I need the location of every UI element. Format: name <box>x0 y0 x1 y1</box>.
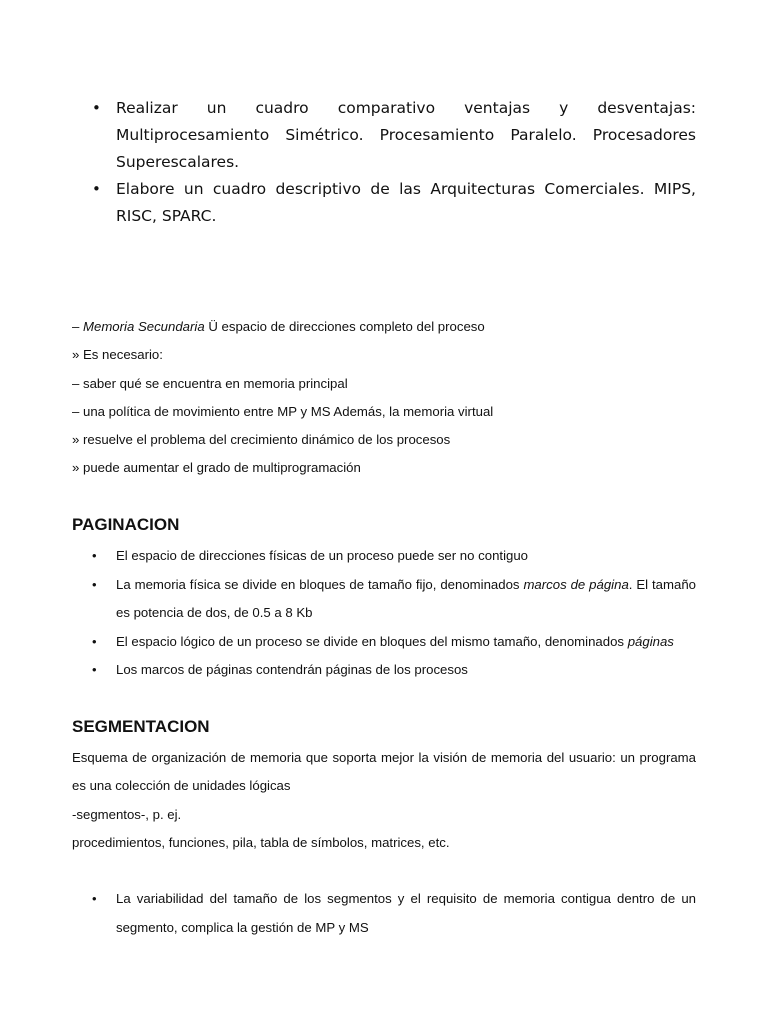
paginacion-item-3: • El espacio lógico de un proceso se divide en bloques del mismo tamaño, denominados páginas <box>72 628 696 657</box>
segmentacion-heading: SEGMENTACION <box>72 717 210 736</box>
segmentacion-list <box>72 885 696 942</box>
bullet-icon: • <box>92 548 97 563</box>
paginacion-item-4: • Los marcos de páginas contendrán páginas de los procesos <box>72 656 696 685</box>
paginacion-heading: PAGINACION <box>72 515 180 534</box>
task-item-2 <box>72 176 696 230</box>
bullet-icon: • <box>92 662 97 677</box>
bullet-icon: • <box>92 576 97 592</box>
bullet-icon: • <box>92 180 101 198</box>
segmentacion-item-1: • La variabilidad del tamaño de los segmentos y el requisito de memoria contigua dentro de un segmento, complica la gestión de MP y MS <box>72 885 696 942</box>
memoria-line-4: – una política de movimiento entre MP y MS Además, la memoria virtual <box>72 403 494 419</box>
memoria-secundaria-block <box>72 313 696 483</box>
bullet-icon: • <box>92 891 97 906</box>
task-text-1: Realizar un cuadro comparativo ventajas y desventajas: Multiprocesamiento Simétrico. Procesamiento Paralelo. Procesadores Superescalares. <box>116 99 696 171</box>
task-list <box>72 95 696 230</box>
memoria-line-3: – saber qué se encuentra en memoria principal <box>72 375 348 391</box>
memoria-line-5: » resuelve el problema del crecimiento dinámico de los procesos <box>72 432 451 448</box>
bullet-icon: • <box>92 99 101 117</box>
memoria-line-6: » puede aumentar el grado de multiprogramación <box>72 460 361 476</box>
paginacion-list <box>72 542 696 685</box>
task-text-2: Elabore un cuadro descriptivo de las Arquitecturas Comerciales. MIPS, RISC, SPARC. <box>116 180 696 225</box>
task-item-1 <box>72 95 696 176</box>
paginacion-item-1: • El espacio de direcciones físicas de un proceso puede ser no contiguo <box>72 542 696 571</box>
segmentacion-para-2: -segmentos-, p. ej. <box>72 806 182 822</box>
bullet-icon: • <box>92 633 97 649</box>
segmentacion-para-3: procedimientos, funciones, pila, tabla de símbolos, matrices, etc. <box>72 834 450 850</box>
memoria-line-1: – Memoria Secundaria Ü espacio de direcciones completo del proceso <box>72 319 485 334</box>
segmentacion-block <box>72 744 696 857</box>
memoria-term: Memoria Secundaria <box>83 319 205 334</box>
memoria-line-2: » Es necesario: <box>72 347 163 363</box>
paginacion-item-2: • La memoria física se divide en bloques de tamaño fijo, denominados marcos de página. El tamaño es potencia de dos, de 0.5 a 8 Kb <box>72 571 696 628</box>
segmentacion-para-1: Esquema de organización de memoria que soporta mejor la visión de memoria del usuario: un programa es una colección de unidades lógicas <box>72 750 696 794</box>
